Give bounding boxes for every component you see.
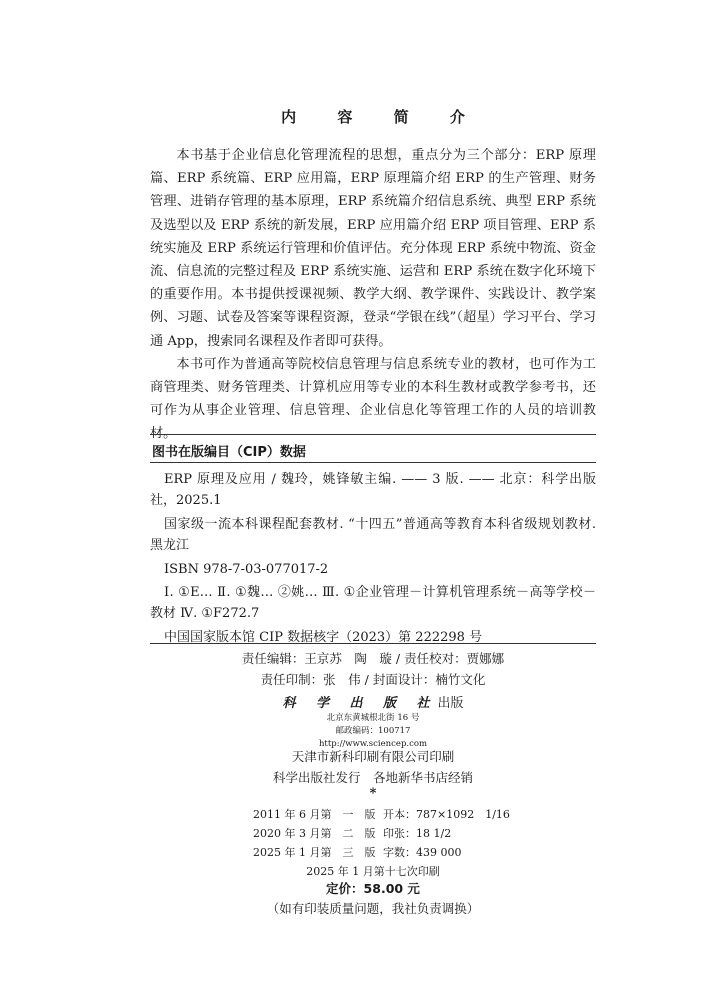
cip-entry-series: 国家级一流本科课程配套教材. “十四五”普通高等教育本科省级规划教材. 黑龙江 [150,517,596,553]
publisher-suffix: 出版 [437,696,464,711]
publisher-website: http://www.sciencep.com [318,739,428,749]
cip-heading-rule [150,462,596,463]
cip-data [150,469,596,651]
cip-entry-title: ERP 原理及应用 / 魏玲，姚锋敏主编. —— 3 版. —— 北京：科学出版社，2025.1 [150,472,596,508]
publisher-logo: 科 学 出 版 社 [282,696,438,711]
publisher [150,692,596,711]
distribution-info: 科学出版社发行 各地新华书店经销 [272,770,473,785]
impression-info: 2025 年 1 月第十七次印刷 [306,865,440,878]
printing-info [150,746,596,788]
intro-paragraph: 本书可作为普通高等院校信息管理与信息系统专业的教材，也可作为工商管理类、财务管理类、计算机应用等专业的本科生教材或教学参考书，还可作为从事企业管理、信息管理、企业信息化等管理工作的人员的培训教材。 [150,356,596,442]
edition-row [150,824,596,843]
cip-bottom-rule [150,643,596,644]
edition-date: 2011 年 6 月第 一 版 [253,808,376,821]
cip-entry-isbn: ISBN 978-7-03-077017-2 [164,562,329,577]
edition-info [150,805,596,881]
price: 定价：58.00 元 [326,881,420,896]
edition-spec: 字数：439 000 [383,846,462,859]
edition-row [150,843,596,862]
cip-top-rule [150,434,596,435]
quality-note: （如有印装质量问题，我社负责调换） [266,901,480,916]
edition-date: 2025 年 1 月第 三 版 [253,846,376,859]
edition-spec: 印张：18 1/2 [383,827,452,840]
credits [150,648,596,669]
cip-entry-classification: Ⅰ. ①E… Ⅱ. ①魏… ②姚… Ⅲ. ①企业管理－计算机管理系统－高等学校－教材 Ⅳ. ①F272.7 [150,585,596,621]
credits-2 [150,669,596,690]
separator-star: * [369,786,377,801]
edition-date: 2020 年 3 月第 二 版 [253,827,376,840]
credits-editors: 责任编辑：王京苏 陶 璇 / 责任校对：贾娜娜 [241,651,505,666]
cip-entry-record-number: 中国国家版本馆 CIP 数据核字（2023）第 222298 号 [164,630,483,645]
publisher-postcode: 邮政编码：100717 [335,726,411,736]
edition-row [150,805,596,824]
page-title: 内 容 简 介 [281,108,483,126]
credits-production: 责任印制：张 伟 / 封面设计：楠竹文化 [260,672,486,687]
intro-paragraph: 本书基于企业信息化管理流程的思想，重点分为三个部分：ERP 原理篇、ERP 系统篇、ERP 应用篇，ERP 原理篇介绍 ERP 的生产管理、财务管理、进销存管理的基本原理，ERP 系统篇介绍信息系统、典型 ERP 系统及选型以及 ERP 系统的新发展，ERP 应用篇介绍 ERP 项目管理、ERP 系统实施及 ERP 系统运行管理和价值评估。充分体现 ERP 系统中物流、资金流、信息流的完整过程及 ERP 系统实施、运营和 ERP 系统在数字化环境下的重要作用。本书提供授课视频、教学大纲、教学课件、实践设计、教学案例、习题、试卷及答案等课程资源，登录“学银在线”（超星）学习平台、学习通 App，搜索同名课程及作者即可获得。 [150,148,596,349]
intro-section [150,144,596,446]
edition-spec: 开本：787×1092 1/16 [383,808,510,821]
cip-heading: 图书在版编目（CIP）数据 [152,445,306,460]
publisher-address: 北京东黄城根北街 16 号 [326,713,420,723]
printer-name: 天津市新科印刷有限公司印刷 [291,749,455,764]
